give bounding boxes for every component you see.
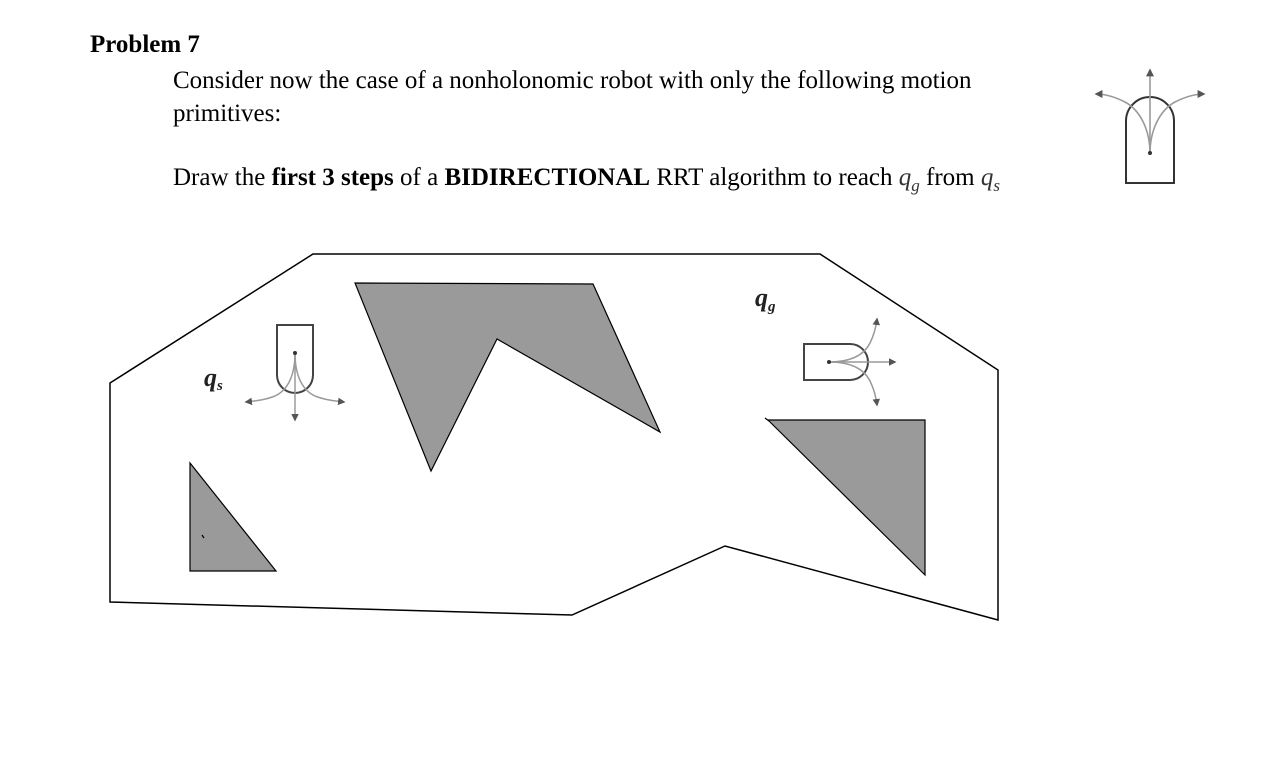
problem-intro-text: Consider now the case of a nonholonomic robot with only the following motion primitives: [173,67,972,127]
task-goal-symbol: $q_g$ [898,164,920,195]
task-mid-1: of a [393,164,445,191]
task-bold-bidirectional: BIDIRECTIONAL [444,164,651,191]
start-label: qs [204,363,223,394]
task-prefix: Draw the [173,164,272,191]
task-mid-3: from [919,164,981,191]
task-start-symbol: $q_s$ [980,164,1000,195]
robot-motion-primitives-legend [1096,70,1204,183]
task-bold-steps: first 3 steps [271,164,394,191]
goal-label: qg [755,283,776,315]
problem-title: Problem 7 [90,31,200,58]
task-mid-2: RRT algorithm to reach [650,164,899,191]
